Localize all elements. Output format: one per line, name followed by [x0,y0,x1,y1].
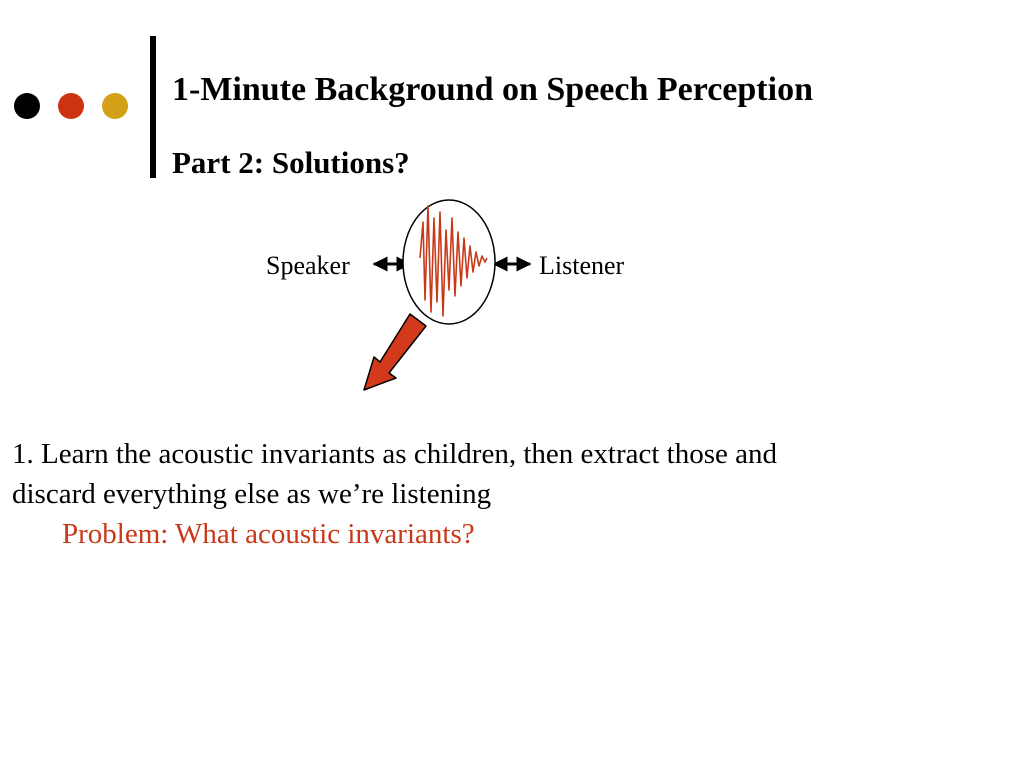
slide-subtitle: Part 2: Solutions? [172,145,410,180]
problem-statement: Problem: What acoustic invariants? [62,518,475,550]
speaker-label: Speaker [266,251,350,280]
listener-label: Listener [539,251,625,280]
slide-body [12,434,1012,554]
slide-title: 1-Minute Background on Speech Perception [172,71,813,108]
point-1-line-1: 1. Learn the acoustic invariants as children, then extract those and [12,438,777,470]
sound-circle [403,200,495,324]
down-arrow-icon [364,314,426,390]
point-1-line-2: discard everything else as we’re listening [12,478,492,510]
